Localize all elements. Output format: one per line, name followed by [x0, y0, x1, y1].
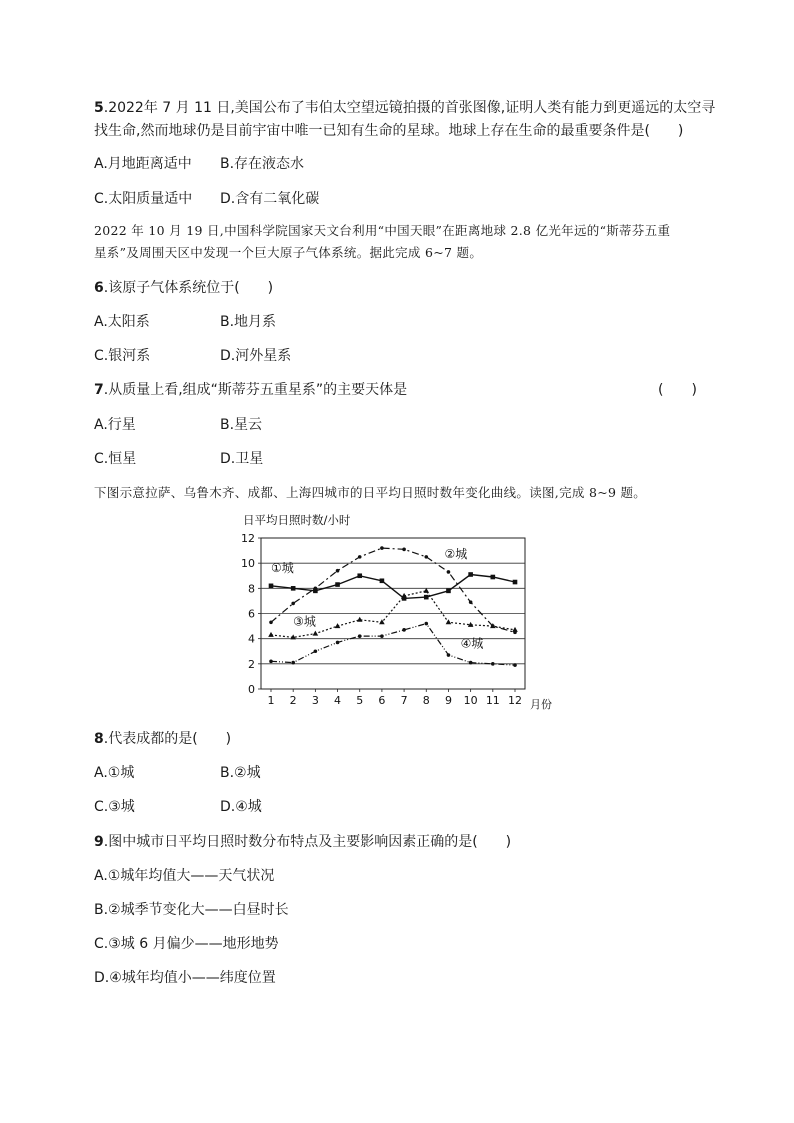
- data-point: [336, 569, 340, 573]
- data-point: [401, 593, 407, 598]
- y-tick-label: 10: [241, 557, 255, 571]
- q9-option-a[interactable]: A.①城年均值大——天气状况: [94, 868, 275, 884]
- q7-number: 7: [94, 382, 104, 398]
- data-point: [380, 578, 385, 583]
- x-tick-label: 1: [267, 694, 275, 707]
- q7-option-d[interactable]: D.卫星: [220, 451, 264, 467]
- y-tick-label: 12: [241, 532, 255, 545]
- data-point: [314, 587, 318, 591]
- x-tick-label: 6: [378, 694, 386, 707]
- intro-6-7-line1: 2022 年 10 月 19 日,中国科学院国家天文台利用“中国天眼”在距离地球 2.8 亿光年远的“斯蒂芬五重: [94, 223, 671, 238]
- x-tick-label: 8: [422, 694, 430, 707]
- data-point: [291, 586, 296, 591]
- q9-option-d[interactable]: D.④城年均值小——纬度位置: [94, 970, 276, 986]
- q7-option-b[interactable]: B.星云: [220, 417, 263, 433]
- data-point: [424, 555, 428, 559]
- q8-text: .代表成都的是( ): [103, 731, 232, 747]
- data-point: [358, 555, 362, 559]
- data-point: [269, 660, 273, 664]
- series-label: ④城: [460, 636, 484, 651]
- data-point: [269, 584, 274, 589]
- q6-option-d[interactable]: D.河外星系: [220, 348, 292, 364]
- x-tick-label: 12: [508, 694, 522, 707]
- q8-option-b[interactable]: B.②城: [220, 765, 261, 781]
- data-point: [380, 634, 384, 638]
- x-tick-label: 3: [311, 694, 319, 707]
- q6-option-c[interactable]: C.银河系: [94, 348, 151, 364]
- data-point: [336, 641, 340, 645]
- x-tick-label: 7: [400, 694, 408, 707]
- q8-number: 8: [94, 731, 104, 747]
- data-point: [491, 575, 496, 580]
- chart-ylabel: 日平均日照时数/小时: [243, 513, 351, 527]
- sunshine-chart: [235, 508, 565, 713]
- x-tick-label: 11: [485, 694, 500, 707]
- data-point: [491, 662, 495, 666]
- y-tick-label: 6: [248, 607, 255, 621]
- series-label: ②城: [444, 546, 468, 561]
- intro-8-9: 下图示意拉萨、乌鲁木齐、成都、上海四城市的日平均日照时数年变化曲线。读图,完成 8~9 题。: [94, 485, 647, 500]
- x-tick-label: 4: [334, 694, 342, 707]
- data-point: [513, 663, 517, 667]
- q5-option-c[interactable]: C.太阳质量适中: [94, 191, 193, 207]
- q7-text: .从质量上看,组成“斯蒂芬五重星系”的主要天体是: [103, 382, 408, 398]
- q5-option-d[interactable]: D.含有二氧化碳: [220, 191, 320, 207]
- q6-text: .该原子气体系统位于( ): [103, 280, 274, 296]
- data-point: [291, 602, 295, 606]
- y-tick-label: 0: [248, 683, 255, 696]
- q8-line: [94, 728, 231, 748]
- y-tick-label: 2: [248, 657, 255, 671]
- q5-text-1: .2022年 7 月 11 日,美国公布了韦伯太空望远镜拍摄的首张图像,证明人类有能力到更遥远的太空寻: [103, 100, 716, 116]
- data-point: [513, 580, 518, 585]
- data-point: [512, 627, 518, 632]
- q6-line: [94, 277, 273, 297]
- q5-line1: [94, 97, 715, 117]
- x-tick-label: 5: [356, 694, 364, 707]
- q8-option-c[interactable]: C.③城: [94, 799, 135, 815]
- data-point: [269, 621, 273, 625]
- data-point: [468, 572, 473, 577]
- series-label: ①城: [271, 560, 294, 575]
- data-point: [291, 661, 295, 665]
- q5-number: 5: [94, 100, 104, 116]
- q5-line2: 找生命,然而地球仍是目前宇宙中唯一已知有生命的星球。地球上存在生命的最重要条件是( ): [94, 123, 684, 139]
- data-point: [357, 617, 363, 622]
- data-point: [424, 622, 428, 626]
- x-tick-label: 2: [289, 694, 297, 707]
- series-line: [271, 575, 515, 599]
- q9-number: 9: [94, 834, 104, 850]
- q7-option-a[interactable]: A.行星: [94, 417, 136, 433]
- series-label: ③城: [293, 614, 316, 629]
- data-point: [469, 600, 473, 604]
- q9-line: [94, 831, 511, 851]
- q5-option-a[interactable]: A.月地距离适中: [94, 156, 192, 172]
- q6-option-b[interactable]: B.地月系: [220, 314, 277, 330]
- data-point: [447, 570, 451, 574]
- q7-answer-paren: ( ): [658, 382, 697, 398]
- data-point: [469, 661, 473, 665]
- x-tick-label: 10: [463, 694, 478, 707]
- q8-option-a[interactable]: A.①城: [94, 765, 135, 781]
- q8-option-d[interactable]: D.④城: [220, 799, 262, 815]
- y-tick-label: 8: [248, 582, 255, 596]
- data-point: [313, 631, 319, 636]
- q9-option-b[interactable]: B.②城季节变化大——白昼时长: [94, 902, 289, 918]
- data-point: [335, 623, 341, 628]
- q5-option-b[interactable]: B.存在液态水: [220, 156, 305, 172]
- data-point: [357, 573, 362, 578]
- data-point: [402, 628, 406, 632]
- data-point: [358, 634, 362, 638]
- data-point: [335, 582, 340, 587]
- q9-text: .图中城市日平均日照时数分布特点及主要影响因素正确的是( ): [103, 834, 512, 850]
- q7-option-c[interactable]: C.恒星: [94, 451, 137, 467]
- x-tick-label: 9: [444, 694, 452, 707]
- data-point: [447, 653, 451, 657]
- q6-number: 6: [94, 280, 104, 296]
- intro-6-7-line2: 星系”及周围天区中发现一个巨大原子气体系统。据此完成 6~7 题。: [94, 245, 483, 260]
- data-point: [380, 546, 384, 550]
- y-tick-label: 4: [248, 632, 255, 646]
- q6-option-a[interactable]: A.太阳系: [94, 314, 150, 330]
- data-point: [268, 632, 274, 637]
- data-point: [424, 595, 429, 600]
- q7-line: [94, 379, 407, 399]
- q9-option-c[interactable]: C.③城 6 月偏少——地形地势: [94, 936, 279, 952]
- data-point: [446, 589, 451, 594]
- chart-xlabel: 月份: [530, 698, 552, 711]
- data-point: [402, 548, 406, 552]
- data-point: [314, 649, 318, 653]
- data-point: [446, 619, 452, 624]
